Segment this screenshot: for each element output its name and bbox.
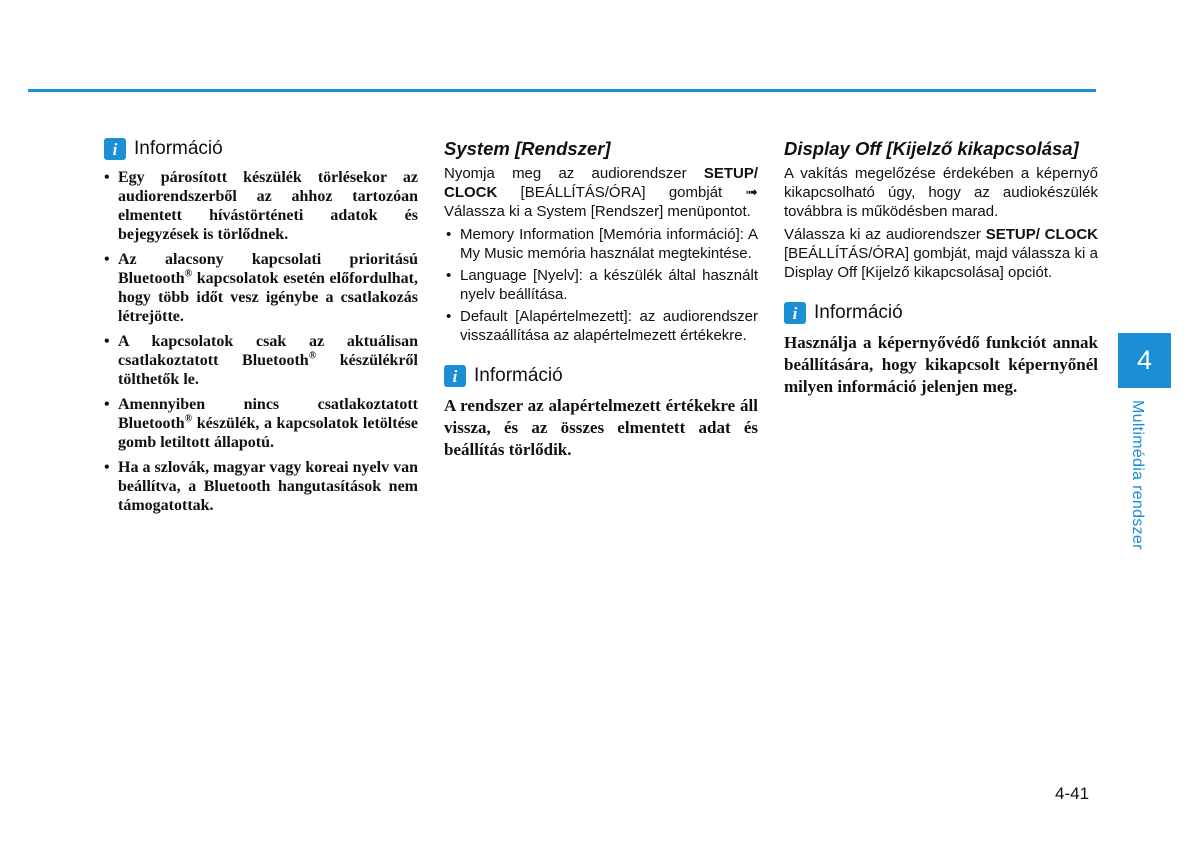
system-options-list xyxy=(444,225,758,345)
section-title-display-off: Display Off [Kijelző kikapcsolása] xyxy=(784,138,1079,159)
info-title: Információ xyxy=(474,365,563,386)
top-rule xyxy=(28,89,1096,92)
chapter-tab: 4 xyxy=(1118,333,1171,388)
list-item: • Default [Alapértelmezett]: az audiorendszer visszaállítása az alapértelmezett értékekre. xyxy=(444,307,758,345)
list-item: • Language [Nyelv]: a készülék által használt nyelv beállítása. xyxy=(444,266,758,304)
list-item: • Amennyiben nincs csatlakoztatott Bluetooth® készülék, a kapcsolatok letöltése gomb letiltott állapotú. xyxy=(104,395,418,452)
list-item: • Egy párosított készülék törlésekor az audiorendszerből az ahhoz tartozóan elmentett hívástörténeti adatok és bejegyzések is törlődnek. xyxy=(104,168,418,244)
info-heading-1 xyxy=(104,138,418,160)
list-item: • Memory Information [Memória információ]: A My Music memória használat megtekintése. xyxy=(444,225,758,263)
system-intro: Nyomja meg az audiorendszer SETUP/ CLOCK [BEÁLLÍTÁS/ÓRA] gombját ➟ Válassza ki a System [Rendszer] menüpontot. xyxy=(444,165,758,220)
info-icon: i xyxy=(444,365,466,387)
info-heading-3 xyxy=(784,302,1098,324)
display-off-para-2: Válassza ki az audiorendszer SETUP/ CLOCK [BEÁLLÍTÁS/ÓRA] gombját, majd válassza ki a Display Off [Kijelző kikapcsolása] opciót. xyxy=(784,226,1098,281)
list-item: • A kapcsolatok csak az aktuálisan csatlakoztatott Bluetooth® készülékről tölthetők le. xyxy=(104,332,418,389)
list-item: • Az alacsony kapcsolati prioritású Bluetooth® kapcsolatok esetén előfordulhat, hogy több időt vesz igénybe a csatlakozás létrejötte. xyxy=(104,250,418,326)
column-3 xyxy=(784,138,1098,398)
info-text-2: A rendszer az alapértelmezett értékekre áll vissza, és az összes elmentett adat és beállítás törlődik. xyxy=(444,396,758,459)
list-item: • Ha a szlovák, magyar vagy koreai nyelv van beállítva, a Bluetooth hangutasítások nem támogatottak. xyxy=(104,458,418,515)
info-icon: i xyxy=(104,138,126,160)
column-2 xyxy=(444,138,758,461)
info-heading-2 xyxy=(444,365,758,387)
info-list-1 xyxy=(104,168,418,515)
display-off-para-1: A vakítás megelőzése érdekében a képernyő kikapcsolható úgy, hogy az audiokészülék továbbra is működésben marad. xyxy=(784,165,1098,220)
info-text-3: Használja a képernyővédő funkciót annak beállítására, hogy kikapcsolt képernyőnél milyen információ jelenjen meg. xyxy=(784,333,1098,396)
chapter-side-label: Multimédia rendszer xyxy=(1129,400,1146,550)
section-title-system: System [Rendszer] xyxy=(444,138,611,159)
info-icon: i xyxy=(784,302,806,324)
page-number: 4-41 xyxy=(1055,784,1090,803)
column-1 xyxy=(104,138,418,521)
info-title: Információ xyxy=(134,138,223,159)
info-title: Információ xyxy=(814,302,903,323)
